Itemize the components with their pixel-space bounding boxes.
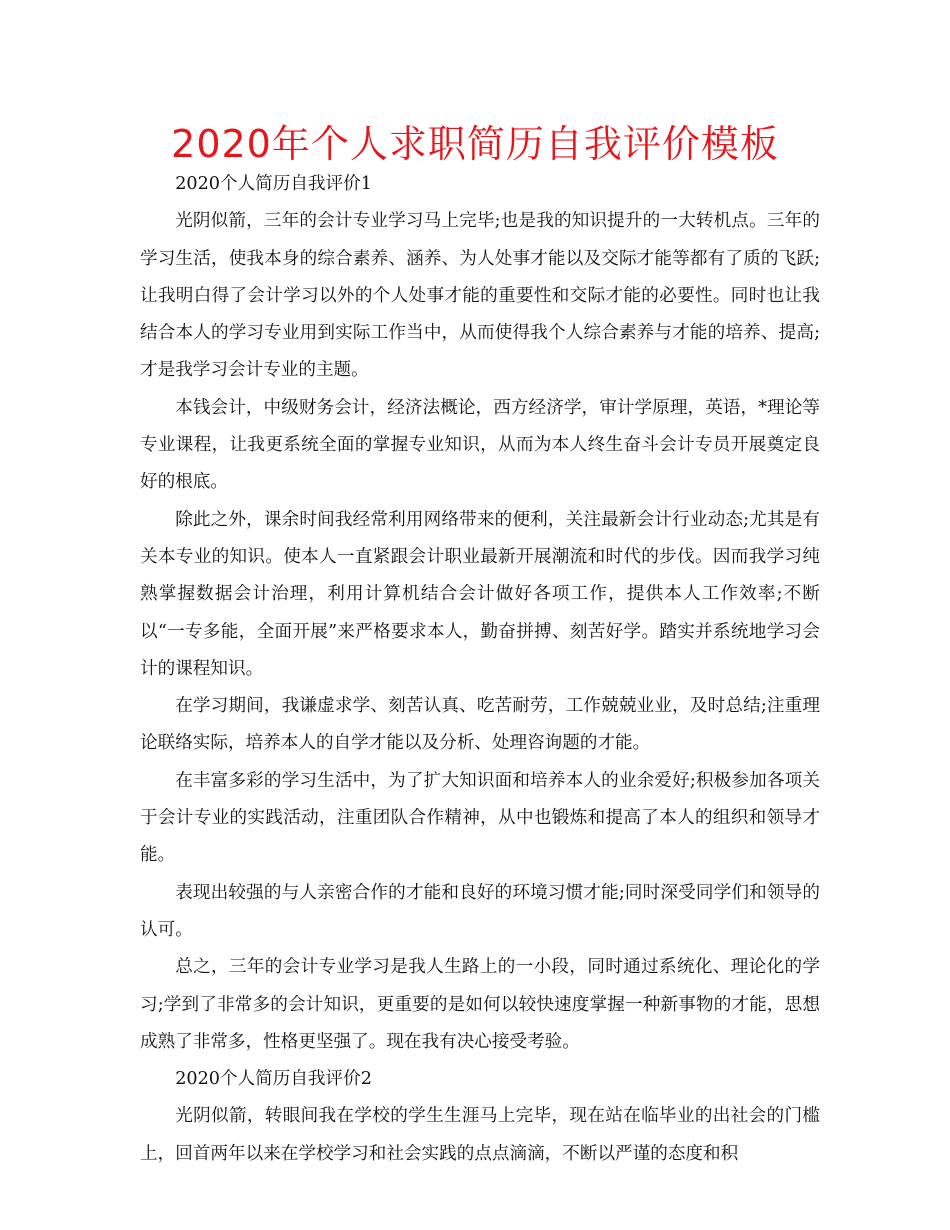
document-body bbox=[140, 166, 856, 1173]
paragraph: 除此之外，课余时间我经常利用网络带来的便利，关注最新会计行业动态;尤其是有关本专业的知识。使本人一直紧跟会计职业最新开展潮流和时代的步伐。因而我学习纯熟掌握数据会计治理，利用计算机结合会计做好各项工作，提供本人工作效率;不断以“一专多能，全面开展”来严格要求本人，勤奋拼搏、刻苦好学。踏实并系统地学习会计的课程知识。 bbox=[140, 509, 820, 679]
paragraph: 光阴似箭，转眼间我在学校的学生生涯马上完毕，现在站在临毕业的出社会的门槛上，回首两年以来在学校学习和社会实践的点点滴滴，不断以严谨的态度和积 bbox=[140, 1106, 820, 1164]
document-title: 2020年个人求职简历自我评价模板 bbox=[171, 122, 779, 166]
section-heading-2: 2020个人简历自我评价2 bbox=[175, 1069, 372, 1090]
paragraph: 表现出较强的与人亲密合作的才能和良好的环境习惯才能;同时深受同学们和领导的认可。 bbox=[140, 882, 820, 940]
paragraph: 在丰富多彩的学习生活中，为了扩大知识面和培养本人的业余爱好;积极参加各项关于会计专业的实践活动，注重团队合作精神，从中也锻炼和提高了本人的组织和领导才能。 bbox=[140, 770, 820, 866]
paragraph: 总之，三年的会计专业学习是我人生路上的一小段，同时通过系统化、理论化的学习;学到了非常多的会计知识，更重要的是如何以较快速度掌握一种新事物的才能，思想成熟了非常多，性格更坚强了。现在我有决心接受考验。 bbox=[140, 957, 820, 1052]
paragraph: 在学习期间，我谦虚求学、刻苦认真、吃苦耐劳，工作兢兢业业，及时总结;注重理论联络实际，培养本人的自学才能以及分析、处理咨询题的才能。 bbox=[140, 696, 820, 754]
paragraph: 本钱会计，中级财务会计，经济法概论，西方经济学，审计学原理，英语，*理论等专业课程，让我更系统全面的掌握专业知识，从而为本人终生奋斗会计专员开展奠定良好的根底。 bbox=[140, 397, 820, 493]
paragraph: 光阴似箭，三年的会计专业学习马上完毕;也是我的知识提升的一大转机点。三年的学习生活，使我本身的综合素养、涵养、为人处事才能以及交际才能等都有了质的飞跃; 让我明白得了会计学习以外的个人处事才能的重要性和交际才能的必要性。同时也让我结合本人的学习专业用到实际工作当中，从而使得我个人综合素养与才能的培养、提高;才是我学习会计专业的主题。 bbox=[140, 211, 856, 381]
section-heading-1: 2020个人简历自我评价1 bbox=[175, 174, 372, 194]
